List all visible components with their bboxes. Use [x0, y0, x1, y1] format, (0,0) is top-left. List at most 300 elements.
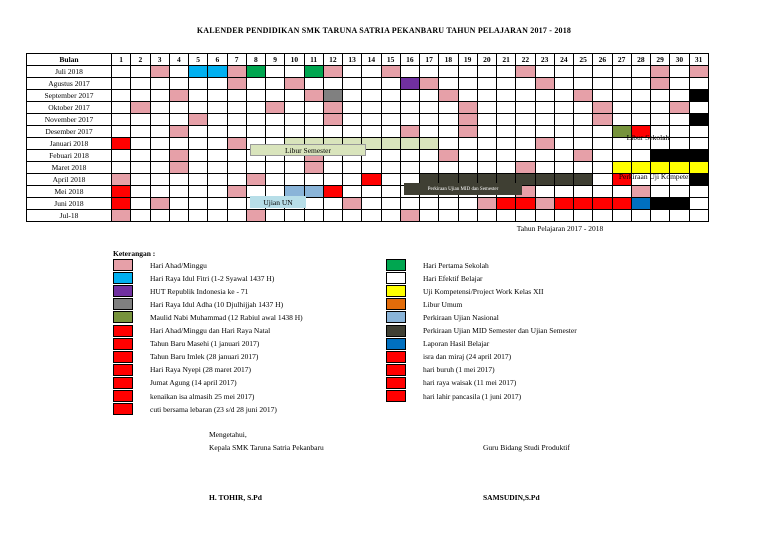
month-label: April 2018 [27, 174, 112, 186]
day-cell [612, 102, 631, 114]
legend-label: cuti bersama lebaran (23 s/d 28 juni 2017) [150, 404, 277, 414]
day-cell [131, 210, 150, 222]
day-cell [131, 174, 150, 186]
day-cell [574, 126, 593, 138]
day-cell [227, 150, 246, 162]
legend-swatch [113, 285, 133, 297]
day-cell [131, 138, 150, 150]
day-cell [169, 198, 188, 210]
day-cell [169, 114, 188, 126]
day-cell [112, 102, 131, 114]
day-cell [208, 66, 227, 78]
day-cell [266, 114, 285, 126]
day-cell [343, 162, 362, 174]
day-cell [497, 102, 516, 114]
guru-title: Guru Bidang Studi Produktif [483, 443, 570, 452]
day-cell [593, 198, 612, 210]
legend-label: Libur Umum [423, 299, 463, 309]
day-cell [574, 138, 593, 150]
day-cell [612, 210, 631, 222]
day-cell [574, 102, 593, 114]
legend-item [386, 325, 577, 337]
day-cell [189, 186, 208, 198]
legend-swatch [386, 272, 406, 284]
legend-item [386, 259, 489, 271]
month-label: Jul-18 [27, 210, 112, 222]
legend-label: Tahun Baru Imlek (28 januari 2017) [150, 352, 259, 362]
day-cell [689, 78, 708, 90]
day-cell [631, 198, 650, 210]
day-cell [169, 90, 188, 102]
day-cell [593, 66, 612, 78]
day-cell [208, 102, 227, 114]
legend-swatch [386, 259, 406, 271]
day-cell [439, 78, 458, 90]
day-cell [689, 150, 708, 162]
day-cell [246, 102, 265, 114]
day-cell [266, 162, 285, 174]
day-cell [497, 138, 516, 150]
day-cell [150, 198, 169, 210]
day-cell [400, 102, 419, 114]
day-header: 3 [150, 54, 169, 66]
day-cell [535, 138, 554, 150]
day-cell [593, 186, 612, 198]
day-cell [150, 102, 169, 114]
legend-label: Jumat Agung (14 april 2017) [150, 378, 237, 388]
libur-semester-label: Libur Semester [250, 144, 366, 156]
day-cell [497, 90, 516, 102]
day-cell [439, 198, 458, 210]
day-cell [304, 210, 323, 222]
day-cell [651, 114, 670, 126]
day-cell [574, 210, 593, 222]
day-cell [150, 210, 169, 222]
day-cell [670, 210, 689, 222]
day-cell [612, 186, 631, 198]
day-cell [150, 174, 169, 186]
day-cell [554, 174, 573, 186]
day-cell [381, 102, 400, 114]
month-row [27, 150, 709, 162]
day-cell [689, 114, 708, 126]
day-cell [689, 186, 708, 198]
day-cell [670, 78, 689, 90]
legend-item [386, 338, 489, 350]
kepala-sekolah-title: Kepala SMK Taruna Satria Pekanbaru [209, 443, 324, 452]
legend-swatch [113, 351, 133, 363]
day-cell [554, 186, 573, 198]
day-cell [150, 138, 169, 150]
month-label: September 2017 [27, 90, 112, 102]
day-cell [208, 90, 227, 102]
day-cell [131, 162, 150, 174]
day-cell [285, 126, 304, 138]
day-cell [208, 210, 227, 222]
day-cell [323, 162, 342, 174]
day-cell [554, 90, 573, 102]
day-cell [169, 138, 188, 150]
day-cell [246, 210, 265, 222]
legend-swatch [386, 311, 406, 323]
day-cell [516, 126, 535, 138]
day-cell [227, 210, 246, 222]
legend-label: Hari Raya Idul Adha (10 Djulhijjah 1437 H) [150, 299, 284, 309]
legend-item [113, 390, 254, 402]
day-cell [477, 162, 496, 174]
day-cell [285, 78, 304, 90]
day-cell [131, 186, 150, 198]
day-cell [651, 186, 670, 198]
day-cell [420, 78, 439, 90]
month-header: Bulan [27, 54, 112, 66]
month-label: Febuari 2018 [27, 150, 112, 162]
day-cell [208, 174, 227, 186]
day-cell [112, 114, 131, 126]
day-cell [112, 78, 131, 90]
day-cell [477, 150, 496, 162]
day-cell [169, 126, 188, 138]
day-cell [246, 162, 265, 174]
day-cell [343, 66, 362, 78]
day-cell [535, 150, 554, 162]
day-cell [362, 90, 381, 102]
day-cell [381, 138, 400, 150]
day-cell [554, 150, 573, 162]
tahun-pelajaran-label: Tahun Pelajaran 2017 - 2018 [500, 222, 620, 234]
day-cell [670, 90, 689, 102]
legend-item [386, 285, 543, 297]
legend-item [386, 390, 521, 402]
day-cell [381, 126, 400, 138]
legend-item [386, 311, 499, 323]
day-header: 16 [400, 54, 419, 66]
day-cell [323, 114, 342, 126]
legend-label: Hari Ahad/Minggu [150, 260, 207, 270]
day-header: 22 [516, 54, 535, 66]
day-cell [593, 78, 612, 90]
calendar-header-row [27, 54, 709, 66]
day-header: 20 [477, 54, 496, 66]
day-cell [169, 174, 188, 186]
day-cell [400, 126, 419, 138]
day-cell [362, 66, 381, 78]
day-cell [381, 174, 400, 186]
day-cell [593, 210, 612, 222]
day-cell [208, 126, 227, 138]
legend-item [386, 377, 516, 389]
day-cell [574, 78, 593, 90]
day-cell [189, 126, 208, 138]
day-header: 31 [689, 54, 708, 66]
day-cell [131, 198, 150, 210]
day-cell [189, 198, 208, 210]
legend-swatch [386, 325, 406, 337]
day-cell [689, 66, 708, 78]
day-cell [150, 186, 169, 198]
day-cell [112, 138, 131, 150]
legend-swatch [113, 272, 133, 284]
day-cell [362, 102, 381, 114]
day-cell [112, 90, 131, 102]
day-cell [497, 198, 516, 210]
day-cell [477, 126, 496, 138]
day-cell [381, 210, 400, 222]
day-header: 29 [651, 54, 670, 66]
day-cell [208, 138, 227, 150]
day-cell [285, 90, 304, 102]
day-cell [343, 126, 362, 138]
day-cell [208, 186, 227, 198]
legend-item [113, 272, 274, 284]
day-cell [285, 174, 304, 186]
day-cell [304, 102, 323, 114]
day-cell [246, 114, 265, 126]
legend-label: Perkiraan Ujian MID Semester dan Ujian Semester [423, 326, 577, 335]
day-header: 13 [343, 54, 362, 66]
day-cell [266, 210, 285, 222]
day-cell [112, 66, 131, 78]
day-cell [112, 174, 131, 186]
day-cell [208, 78, 227, 90]
legend-swatch [113, 338, 133, 350]
day-cell [631, 114, 650, 126]
day-cell [400, 198, 419, 210]
day-header: 27 [612, 54, 631, 66]
month-row [27, 114, 709, 126]
day-header: 9 [266, 54, 285, 66]
day-cell [131, 90, 150, 102]
day-header: 24 [554, 54, 573, 66]
day-cell [343, 90, 362, 102]
day-cell [112, 210, 131, 222]
perkiraan-ujian-mid-label: Perkiraan Ujian MID dan Semester [404, 183, 522, 195]
day-cell [381, 186, 400, 198]
day-cell [516, 78, 535, 90]
day-cell [574, 114, 593, 126]
day-cell [323, 186, 342, 198]
day-cell [131, 102, 150, 114]
day-cell [535, 114, 554, 126]
day-cell [362, 210, 381, 222]
day-cell [439, 210, 458, 222]
day-cell [400, 78, 419, 90]
day-cell [554, 66, 573, 78]
day-cell [381, 78, 400, 90]
day-cell [535, 102, 554, 114]
day-cell [554, 126, 573, 138]
day-cell [343, 114, 362, 126]
day-cell [420, 102, 439, 114]
day-cell [574, 174, 593, 186]
day-cell [535, 198, 554, 210]
day-cell [420, 114, 439, 126]
month-label: Oktober 2017 [27, 102, 112, 114]
day-cell [670, 66, 689, 78]
legend-swatch [386, 351, 406, 363]
day-cell [420, 150, 439, 162]
day-cell [420, 138, 439, 150]
day-header: 18 [439, 54, 458, 66]
legend-swatch [113, 403, 133, 415]
day-cell [227, 90, 246, 102]
day-cell [112, 198, 131, 210]
legend-swatch [113, 311, 133, 323]
day-cell [477, 66, 496, 78]
day-cell [285, 210, 304, 222]
day-cell [227, 66, 246, 78]
day-cell [400, 162, 419, 174]
day-cell [420, 198, 439, 210]
day-cell [554, 102, 573, 114]
legend-item [113, 338, 259, 350]
day-cell [420, 126, 439, 138]
month-row [27, 102, 709, 114]
day-cell [554, 114, 573, 126]
day-cell [362, 162, 381, 174]
day-cell [304, 114, 323, 126]
day-cell [497, 162, 516, 174]
day-cell [670, 150, 689, 162]
day-cell [574, 162, 593, 174]
day-cell [150, 126, 169, 138]
day-header: 14 [362, 54, 381, 66]
legend-item [113, 403, 277, 415]
day-cell [631, 90, 650, 102]
day-cell [458, 210, 477, 222]
day-cell [651, 150, 670, 162]
day-cell [323, 90, 342, 102]
day-cell [227, 78, 246, 90]
day-cell [516, 162, 535, 174]
day-cell [420, 162, 439, 174]
day-cell [227, 174, 246, 186]
day-cell [381, 114, 400, 126]
day-cell [189, 102, 208, 114]
day-cell [516, 114, 535, 126]
legend-label: kenaikan isa almasih 25 mei 2017) [150, 391, 255, 401]
legend-label: Perkiraan Ujian Nasional [423, 312, 499, 322]
day-cell [304, 198, 323, 210]
day-cell [323, 78, 342, 90]
day-cell [362, 186, 381, 198]
day-cell [593, 150, 612, 162]
day-cell [554, 210, 573, 222]
day-cell [246, 66, 265, 78]
month-label: Juli 2018 [27, 66, 112, 78]
day-cell [112, 162, 131, 174]
day-cell [477, 114, 496, 126]
day-cell [112, 126, 131, 138]
day-cell [612, 90, 631, 102]
day-cell [189, 174, 208, 186]
day-header: 2 [131, 54, 150, 66]
day-cell [516, 210, 535, 222]
day-header: 1 [112, 54, 131, 66]
legend-label: Tahun Baru Masehi (1 januari 2017) [150, 339, 260, 349]
day-cell [516, 90, 535, 102]
legend-label: isra dan miraj (24 april 2017) [423, 352, 512, 362]
day-cell [516, 102, 535, 114]
day-cell [439, 90, 458, 102]
day-cell [150, 150, 169, 162]
day-cell [189, 150, 208, 162]
day-cell [554, 198, 573, 210]
day-header: 30 [670, 54, 689, 66]
day-cell [169, 66, 188, 78]
day-cell [670, 102, 689, 114]
month-label: Agustus 2017 [27, 78, 112, 90]
month-row [27, 78, 709, 90]
mengetahui-text: Mengetahui, [209, 430, 247, 439]
legend-swatch [386, 285, 406, 297]
day-header: 5 [189, 54, 208, 66]
day-header: 8 [246, 54, 265, 66]
day-cell [381, 198, 400, 210]
month-row [27, 210, 709, 222]
day-cell [227, 198, 246, 210]
day-cell [477, 90, 496, 102]
day-cell [516, 198, 535, 210]
day-header: 19 [458, 54, 477, 66]
day-header: 21 [497, 54, 516, 66]
day-cell [516, 150, 535, 162]
day-cell [420, 66, 439, 78]
day-cell [535, 210, 554, 222]
day-cell [131, 150, 150, 162]
day-cell [266, 126, 285, 138]
legend-swatch [113, 259, 133, 271]
month-label: Mei 2018 [27, 186, 112, 198]
day-cell [458, 114, 477, 126]
day-cell [362, 114, 381, 126]
day-cell [574, 186, 593, 198]
day-cell [189, 66, 208, 78]
day-cell [420, 90, 439, 102]
day-cell [400, 90, 419, 102]
day-cell [689, 210, 708, 222]
day-cell [593, 102, 612, 114]
day-cell [689, 198, 708, 210]
month-label: Maret 2018 [27, 162, 112, 174]
day-cell [304, 66, 323, 78]
month-label: Januari 2018 [27, 138, 112, 150]
guru-name [483, 493, 540, 502]
month-row [27, 198, 709, 210]
day-cell [266, 174, 285, 186]
day-cell [266, 90, 285, 102]
day-cell [535, 126, 554, 138]
day-cell [458, 126, 477, 138]
day-cell [323, 102, 342, 114]
month-label: Juni 2018 [27, 198, 112, 210]
legend-label: Hari Ahad/Minggu dan Hari Raya Natal [150, 326, 271, 335]
legend-item [386, 298, 462, 310]
day-cell [189, 162, 208, 174]
day-cell [651, 102, 670, 114]
day-cell [670, 198, 689, 210]
day-cell [593, 114, 612, 126]
legend-swatch [113, 377, 133, 389]
day-cell [458, 150, 477, 162]
day-cell [458, 198, 477, 210]
day-header: 12 [323, 54, 342, 66]
legend-swatch [113, 390, 133, 402]
day-cell [670, 114, 689, 126]
kepala-sekolah-name [209, 493, 262, 502]
day-cell [189, 210, 208, 222]
day-cell [458, 162, 477, 174]
